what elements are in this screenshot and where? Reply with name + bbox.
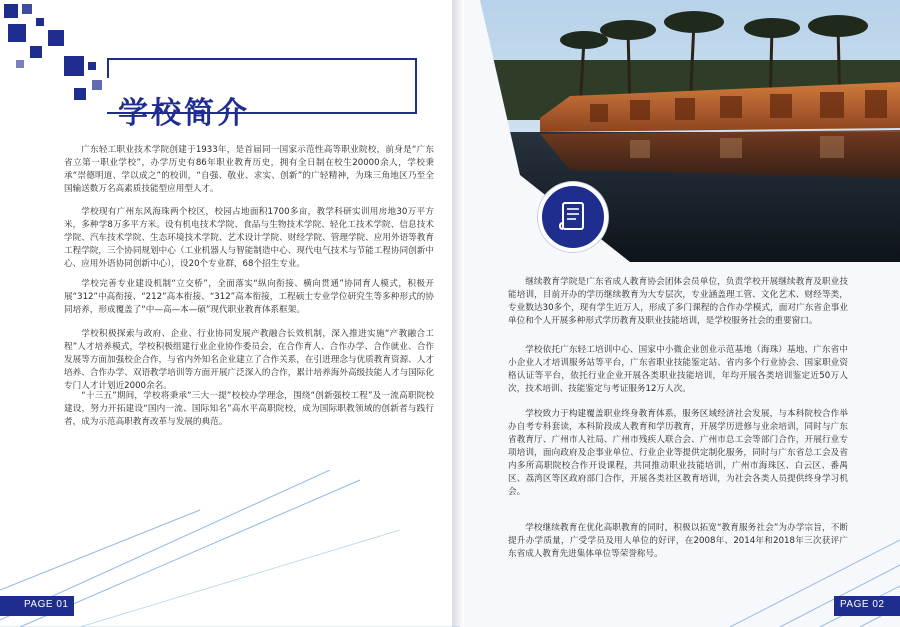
deco-square xyxy=(22,4,32,14)
deco-square xyxy=(64,56,84,76)
deco-square xyxy=(74,88,86,100)
document-icon-badge xyxy=(538,182,608,252)
deco-square xyxy=(92,80,102,90)
left-paragraph-4: 学校积极探索与政府、企业、行业协同发展产教融合长效机制，深入推进实施“产教融合工程”人才培养模式，学校积极组建行业企业协作委员会，在合作育人、合作办学、合作就业、合作发展等方面加强校企合作，与省内外知名企业建立了合作关系，在引进理念与优质教育资源、人才培养、合作办学、双语教学培训等方面开展广泛深入的合作，累计培养海外高级技能人才与国际化专门人才计划近2000余名。 xyxy=(64,329,434,391)
right-paragraph-2: 学校依托广东轻工培训中心、国家中小微企业创业示范基地（海珠）基地、广东省中小企业人才培训服务站等平台，广东省职业技能鉴定站、省内多个行业协会、国家职业资格认证等平台，依托行业企业开展各类职业技能培训，年均开展各类培训鉴定近50万人次，技术培训、技能鉴定与考证服务12万人次。 xyxy=(508,345,848,394)
deco-square xyxy=(88,62,96,70)
left-paragraph-1: 广东轻工职业技术学院创建于1933年，是首届同一国家示范性高等职业院校，前身是“广东省立第一职业学校”，办学历史有86年职业教育历史，拥有全日制在校生20000余人，学校秉承“崇德明道、学以成之”的校训，“自强、敬业、求实、创新”的广轻精神，为珠三角地区乃至全国输送数万名高素质技能型应用型人才。 xyxy=(64,145,434,194)
page-number-right: PAGE 02 xyxy=(840,599,885,610)
left-paragraph-2: 学校现有广州东风海珠两个校区，校园占地面积1700多亩，教学科研实训用房地30万平方米，多种学8万多平方米。设有机电技术学院、食品与生物技术学院、轻化工技术学院、信息技术学院、汽车技术学院、生态环境技术学院、艺术设计学院、财经学院、管理学院、应用外语等教育工程学院，三个协同规划中心（工业机器人与智能制造中心、现代电气技术与节能工程协同创新中心、应用外语协同创新中心），设20个专业群，68个招生专业。 xyxy=(64,207,434,269)
deco-square xyxy=(48,30,64,46)
deco-square xyxy=(4,4,18,18)
deco-square xyxy=(8,24,26,42)
deco-square xyxy=(30,46,42,58)
page-title: 学校简介 xyxy=(118,96,250,131)
page-number-left: PAGE 01 xyxy=(24,599,69,610)
deco-square xyxy=(16,60,24,68)
right-paragraph-4: 学校继续教育在优化高职教育的同时，积极以拓宽“教育服务社会”为办学宗旨，不断提升办学质量，广受学员及用人单位的好评，在2008年、2014年和2018年三次获评广东省成人教育先进集体单位等荣誉称号。 xyxy=(508,523,848,559)
left-paragraph-5: “十三五”期间，学校将秉承“三大一提”校校办学理念，围绕“创新强校工程”及一流高职院校建设，努力开拓建设“国内一流、国际知名”高水平高职院校，成为国际职教领域的创新者与践行者，成为示范高职教育改革与发展的典范。 xyxy=(64,391,434,427)
title-frame-edge xyxy=(107,58,109,78)
right-paragraph-1: 继续教育学院是广东省成人教育协会团体会员单位，负责学校开展继续教育及职业技能培训，目前开办的学历继续教育为大专层次，专业涵盖理工管、文化艺术、财经等类，专业数达30多个，现有学生近万人，形成了多门课程的合作办学模式，面对广东省企事业单位和个人开展多种形式学历教育及职业技能培训，是学校服务社会的重要窗口。 xyxy=(508,277,848,326)
right-paragraph-3: 学校致力于构建覆盖职业终身教育体系，服务区域经济社会发展，与本科院校合作举办自考专科套读，本科阶段成人教育和学历教育，开展学历进修与业余培训，同时与广东省教育厅、广州市人社局、广州市残疾人联合会、广州市总工会等部门合作，开展行业专项培训，面向政府及企事业单位、行业企业等提供定制化服务，同时与广东省总工会及省内多所高职院校合作开设课程，共同推动职业技能培训，广州市海珠区、白云区、番禺区、荔湾区等区政府部门合作，开展各类社区教育培训，为社会各类人员提供终身学习机会。 xyxy=(508,409,848,497)
scroll-document-icon xyxy=(558,200,588,234)
deco-square xyxy=(36,18,44,26)
left-paragraph-3: 学校完善专业建设机制“立交桥”，全面落实“纵向衔接、横向贯通”协同育人模式，积极开展“312”中高衔接、“212”高本衔接、“312”高本衔接，工程硕士专业学位研究生等多种形式的协同培养，形成覆盖了“中—高—本—硕”现代职业教育体系框架。 xyxy=(64,279,434,315)
